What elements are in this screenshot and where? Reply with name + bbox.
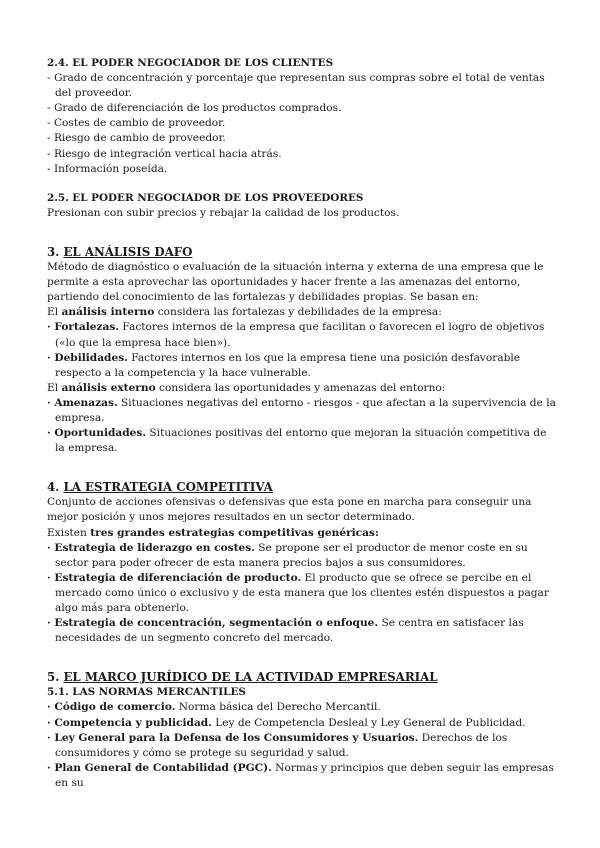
bold-term: · Debilidades.	[47, 351, 128, 364]
list-item: - Riesgo de cambio de proveedor.	[47, 132, 226, 145]
section-title: EL ANÁLISIS DAFO	[63, 244, 193, 259]
list-item: - Grado de concentración y porcentaje que representan sus compras sobre el total de ventas del proveedor.	[47, 72, 545, 100]
list-item	[47, 541, 557, 571]
bold-term: · Estrategia de diferenciación de producto.	[47, 571, 302, 584]
section-4-heading	[47, 480, 557, 495]
bold-term: · Oportunidades.	[47, 427, 147, 440]
bold-term: análisis interno	[61, 306, 155, 319]
bold-term: tres grandes estrategias competitivas genéricas:	[90, 526, 379, 539]
list-item: - Costes de cambio de proveedor.	[47, 117, 226, 130]
list-item: - Riesgo de integración vertical hacia atrás.	[47, 147, 282, 160]
paragraph	[47, 526, 557, 541]
text-span: El	[47, 381, 62, 394]
text-span: El producto que se ofrece se percibe en el mercado como único o exclusivo y de esta manera que los clientes estén dispuestos a pagar algo más para obtenerlo.	[55, 571, 549, 614]
list-item	[47, 320, 557, 350]
list-item: - Información poseída.	[47, 162, 168, 175]
section-2-4-heading: 2.4. EL PODER NEGOCIADOR DE LOS CLIENTES	[47, 57, 334, 69]
bold-term: · Código de comercio.	[47, 701, 176, 714]
text-span: Se propone ser el productor de menor coste en su sector para poder ofrecer de esta manera precios bajos a sus consumidores.	[55, 541, 528, 569]
text-span: Se centra en satisfacer las necesidades de un segmento concreto del mercado.	[55, 617, 524, 645]
text-span: Factores internos de la empresa que facilitan o favorecen el logro de objetivos («lo que la empresa hace bien»).	[55, 321, 545, 349]
text-span: Normas y principios que deben seguir las empresas en su	[55, 761, 554, 789]
bold-term: · Amenazas.	[47, 396, 118, 409]
text-span: Situaciones negativas del entorno - riesgos - que afectan a la supervivencia de la empresa.	[55, 396, 556, 424]
bold-term: · Estrategia de concentración, segmentación o enfoque.	[47, 617, 379, 630]
text-span: considera las oportunidades y amenazas del entorno:	[155, 381, 446, 394]
list-item	[47, 571, 557, 616]
list-item	[47, 351, 557, 381]
list-item	[47, 426, 557, 456]
text-span: Norma básica del Derecho Mercantil.	[175, 701, 381, 714]
bold-term: · Estrategia de liderazgo en costes.	[47, 541, 255, 554]
text-span: Situaciones positivas del entorno que mejoran la situación competitiva de la empresa.	[55, 427, 547, 455]
section-5-heading	[47, 670, 557, 685]
list-item	[47, 396, 557, 426]
list-item	[47, 700, 557, 715]
text-span: Factores internos en los que la empresa tiene una posición desfavorable respecto a la competencia y la hace vulnerable.	[55, 351, 521, 379]
text-span: El	[47, 306, 62, 319]
bold-term: · Ley General para la Defensa de los Consumidores y Usuarios.	[47, 731, 419, 744]
section-title: LA ESTRATEGIA COMPETITIVA	[63, 480, 273, 495]
paragraph	[47, 305, 557, 320]
list-item	[47, 761, 557, 791]
text-span: Ley de Competencia Desleal y Ley General de Publicidad.	[211, 716, 526, 729]
paragraph: Método de diagnóstico o evaluación de la situación interna y externa de una empresa que le permite a esta aprovechar las oportunidades y hacer frente a las amenazas del entorno, partiendo del conocimiento de las fortalezas y debilidades propias. Se basan en:	[47, 261, 544, 304]
section-5-1-heading: 5.1. LAS NORMAS MERCANTILES	[47, 686, 246, 699]
section-number: 3.	[47, 244, 64, 259]
section-number: 4.	[47, 480, 64, 495]
bold-term: · Fortalezas.	[47, 321, 120, 334]
bold-term: análisis externo	[61, 381, 156, 394]
list-item	[47, 716, 557, 731]
section-3-heading	[47, 245, 557, 260]
section-title: EL MARCO JURÍDICO DE LA ACTIVIDAD EMPRESARIAL	[63, 670, 438, 685]
text-span: Existen	[47, 526, 91, 539]
paragraph: Presionan con subir precios y rebajar la calidad de los productos.	[47, 206, 400, 219]
text-span: Derechos de los consumidores y cómo se protege su seguridad y salud.	[55, 731, 508, 759]
list-item	[47, 731, 557, 761]
document-page	[47, 56, 557, 791]
paragraph: Conjunto de acciones ofensivas o defensivas que esta pone en marcha para conseguir una mejor posición y unos mejores resultados en un sector determinado.	[47, 496, 532, 524]
section-number: 5.	[47, 670, 64, 685]
bold-term: · Plan General de Contabilidad (PGC).	[47, 761, 272, 774]
text-span: considera las fortalezas y debilidades de la empresa:	[154, 306, 442, 319]
bold-term: · Competencia y publicidad.	[47, 716, 212, 729]
list-item	[47, 616, 557, 646]
list-item: - Grado de diferenciación de los productos comprados.	[47, 102, 342, 115]
paragraph	[47, 381, 557, 396]
section-2-5-heading: 2.5. EL PODER NEGOCIADOR DE LOS PROVEEDORES	[47, 191, 364, 204]
